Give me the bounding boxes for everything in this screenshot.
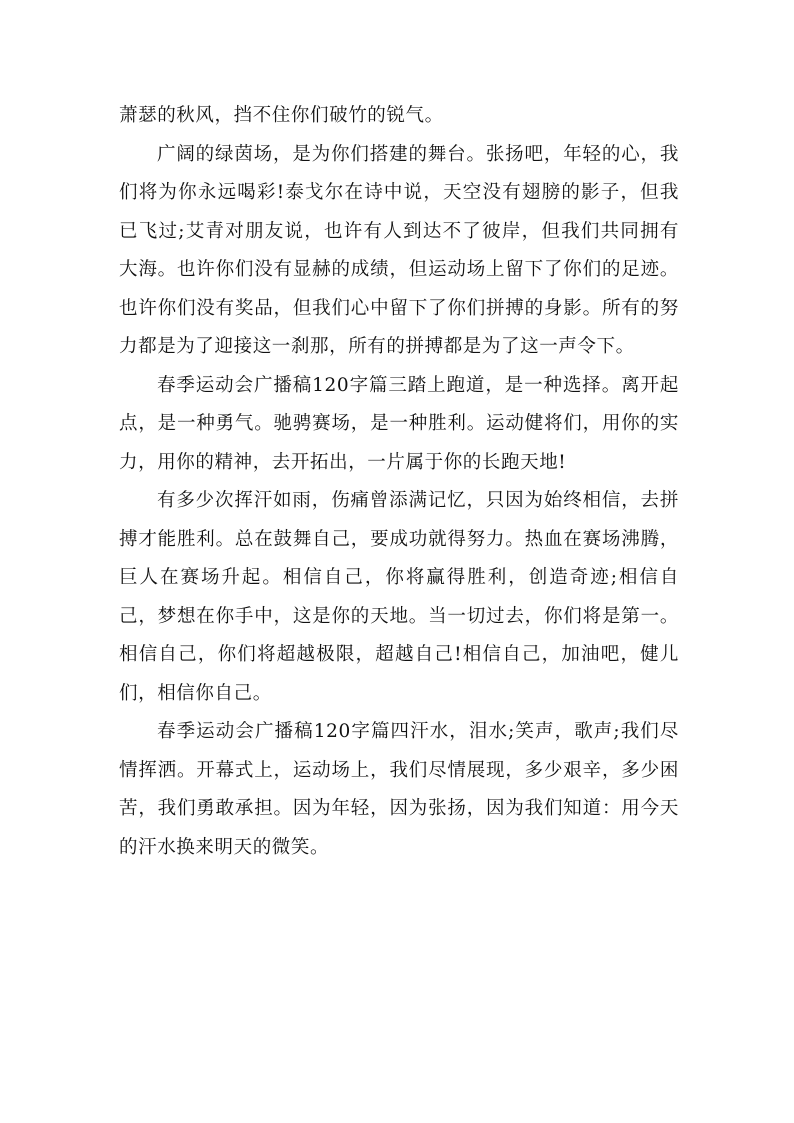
paragraph: 春季运动会广播稿120字篇三踏上跑道，是一种选择。离开起点，是一种勇气。驰骋赛场，是一种胜利。运动健将们，用你的实力，用你的精神，去开拓出，一片属于你的长跑天地!	[119, 374, 679, 473]
document-body	[119, 97, 679, 867]
paragraph: 有多少次挥汗如雨，伤痛曾添满记忆，只因为始终相信，去拼搏才能胜利。总在鼓舞自己，要成功就得努力。热血在赛场沸腾，巨人在赛场升起。相信自己，你将赢得胜利，创造奇迹;相信自己，梦想在你手中，这是你的天地。当一切过去，你们将是第一。相信自己，你们将超越极限，超越自己!相信自己，加油吧，健儿们，相信你自己。	[119, 490, 679, 704]
paragraph: 春季运动会广播稿120字篇四汗水，泪水;笑声，歌声;我们尽情挥洒。开幕式上，运动场上，我们尽情展现，多少艰辛，多少困苦，我们勇敢承担。因为年轻，因为张扬，因为我们知道：用今天的汗水换来明天的微笑。	[119, 721, 679, 858]
paragraph-continuation: 萧瑟的秋风，挡不住你们破竹的锐气。	[119, 105, 444, 126]
paragraph: 广阔的绿茵场，是为你们搭建的舞台。张扬吧，年轻的心，我们将为你永远喝彩!泰戈尔在诗中说，天空没有翅膀的影子，但我已飞过;艾青对朋友说，也许有人到达不了彼岸，但我们共同拥有大海。也许你们没有显赫的成绩，但运动场上留下了你们的足迹。也许你们没有奖品，但我们心中留下了你们拼搏的身影。所有的努力都是为了迎接这一刹那，所有的拼搏都是为了这一声令下。	[119, 143, 679, 357]
